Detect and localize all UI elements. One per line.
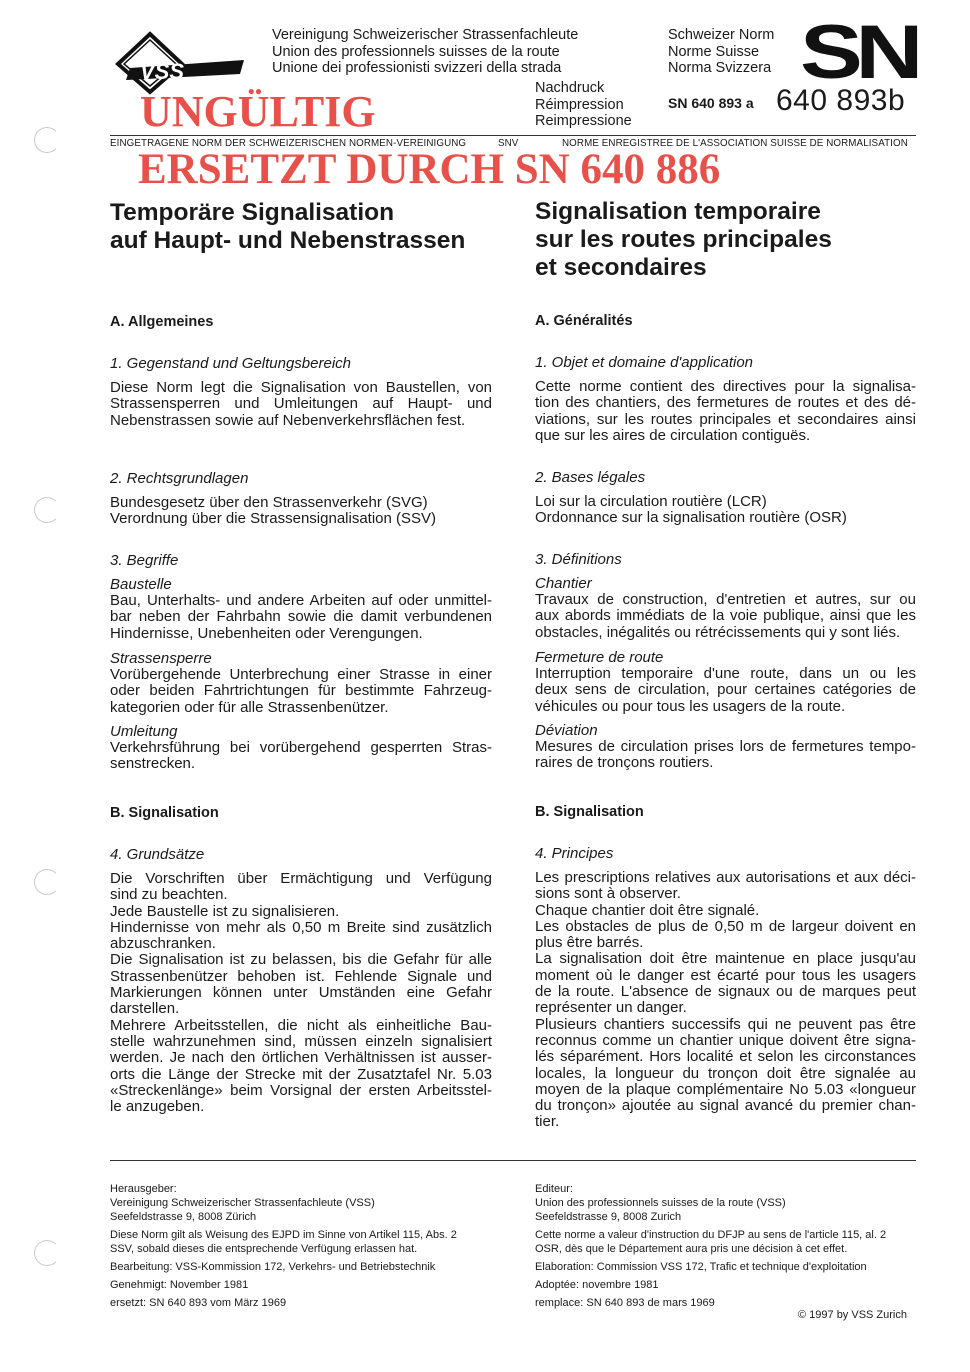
term-construction-site-fr: Chantier	[535, 575, 592, 592]
invalid-stamp: UNGÜLTIG	[140, 87, 376, 136]
paragraph-principles-de: Die Vorschriften über Ermächtigung und Verfügung sind zu beachten. Jede Baustelle ist zu signalisieren. Hindernisse von mehr als 0,50 m Breite sind zusätzlich abzuschranken. Die Signalisation ist zu belassen, bis die Gefahr für alle Strassenbenützer behoben ist. Fehlende Signale und Markierungen können unter Umständen eine Gefahr darstellen. Mehrere Arbeitsstellen, die nicht als einheitliche Bau- stelle wahrzunehmen sind, müssen einzeln signalisiert werden. Je nach den örtlichen Verhältnissen ist ausser- orts die Länge der Strecke mit der Zusatztafel Nr. 5.03 «Streckenlänge» beim Vorsignal der ersten Arbeitsstel- le anzugeben.	[110, 870, 492, 1116]
registered-norm-fr: NORME ENREGISTREE DE L'ASSOCIATION SUISSE DE NORMALISATION	[562, 138, 908, 149]
footer-publisher-fr: Editeur: Union des professionnels suisses de la route (VSS) Seefeldstrasse 9, 8008 Zurich	[535, 1183, 786, 1223]
svg-text:SN: SN	[800, 22, 918, 84]
section-a-heading-de: A. Allgemeines	[110, 314, 214, 330]
subsection-3-heading-fr: 3. Définitions	[535, 551, 622, 568]
section-b-heading-de: B. Signalisation	[110, 805, 219, 821]
term-road-closure-fr: Fermeture de route	[535, 649, 664, 666]
definition-road-closure-fr: Interruption temporaire d'une route, dans un ou les deux sens de circulation, pour certaines catégories de véhicules ou pour tous les usagers de la route.	[535, 665, 916, 715]
definition-detour-fr: Mesures de circulation prises lors de fermetures tempo- raires de tronçons routiers.	[535, 738, 916, 772]
footer-approved-fr: Adoptée: novembre 1981	[535, 1278, 659, 1291]
punch-hole-mark	[34, 497, 60, 523]
subsection-4-heading-de: 4. Grundsätze	[110, 846, 205, 863]
registered-norm-snv: SNV	[498, 138, 519, 149]
footer-prepared-de: Bearbeitung: VSS-Kommission 172, Verkehrs- und Betriebstechnik	[110, 1260, 436, 1273]
footer-publisher-de: Herausgeber: Vereinigung Schweizerischer Strassenfachleute (VSS) Seefeldstrasse 9, 8008 Zürich	[110, 1183, 375, 1223]
footer-approved-de: Genehmigt: November 1981	[110, 1278, 249, 1291]
svg-text:VSS: VSS	[140, 59, 185, 84]
footer-fr	[535, 1183, 925, 1310]
sn-number-large: 640 893b	[776, 84, 906, 117]
footer-replaces-de: ersetzt: SN 640 893 vom März 1969	[110, 1296, 287, 1309]
subsection-4-heading-fr: 4. Principes	[535, 845, 614, 862]
paragraph-principles-fr: Les prescriptions relatives aux autorisations et aux déci- sions sont à observer. Chaque chantier doit être signalé. Les obstacles de plus de 0,50 m de largeur doivent en plus être barrés. La signalisation doit être maintenue en place jusqu'au moment où le danger est écarté pour tous les usagers de la route. L'absence de signaux ou de marques peut représenter un danger. Plusieurs chantiers successifs qui ne peuvent pas être reconnus comme un chantier unique doivent être signa- lés séparément. Hors localité et selon les circonstances locales, la longueur du tronçon doit être signalée au moyen de la plaque complémentaire No 5.03 «longueur du tronçon» ajoutée au signal avancé du premier chan- tier.	[535, 869, 916, 1131]
subsection-1-heading-fr: 1. Objet et domaine d'application	[535, 354, 754, 371]
title-de: Temporäre Signalisation auf Haupt- und Nebenstrassen	[110, 199, 466, 254]
footer-de	[110, 1183, 500, 1310]
subsection-2-heading-de: 2. Rechtsgrundlagen	[110, 470, 249, 487]
term-detour-de: Umleitung	[110, 723, 178, 740]
sn-number-small: SN 640 893 a	[668, 95, 754, 111]
punch-hole-mark	[34, 869, 60, 895]
punch-hole-mark	[34, 127, 60, 153]
definition-detour-de: Verkehrsführung bei vorübergehend gesperrten Stras- senstrecken.	[110, 739, 492, 773]
paragraph-legal-de: Bundesgesetz über den Strassenverkehr (SVG) Verordnung über die Strassensignalisation (SSV)	[110, 494, 437, 528]
section-b-heading-fr: B. Signalisation	[535, 804, 644, 820]
footer-directive-fr: Cette norme a valeur d'instruction du DFJP au sens de l'article 115, al. 2 OSR, dès que le Département aura pris une décision à cet effet.	[535, 1229, 887, 1256]
definition-construction-site-fr: Travaux de construction, d'entretien et autres, sur ou aux abords immédiats de la voie publique, ainsi que les obstacles, inégalités ou rétrécissements qui y sont liés.	[535, 591, 916, 641]
definition-road-closure-de: Vorübergehende Unterbrechung einer Strasse in einer oder beiden Fahrtrichtungen für bestimmte Fahrzeug- kategorien oder für alle Strassenbenützer.	[110, 666, 492, 716]
section-a-heading-fr: A. Généralités	[535, 313, 633, 329]
organization-names: Vereinigung Schweizerischer Strassenfachleute Union des professionnels suisses de la route Unione dei professionisti svizzeri della strada	[272, 27, 579, 76]
replaced-stamp: ERSETZT DURCH SN 640 886	[138, 146, 721, 193]
footer-replaces-fr: remplace: SN 640 893 de mars 1969	[535, 1296, 715, 1309]
definition-construction-site-de: Bau, Unterhalts- und andere Arbeiten auf oder unmittel- bar neben der Fahrbahn sowie die damit verbundenen Hindernisse, Unebenheiten oder Verengungen.	[110, 592, 492, 642]
reprint-label: Nachdruck Réimpression Reimpressione	[535, 80, 632, 129]
subsection-1-heading-de: 1. Gegenstand und Geltungsbereich	[110, 355, 352, 372]
copyright: © 1997 by VSS Zurich	[798, 1309, 907, 1321]
subsection-2-heading-fr: 2. Bases légales	[535, 469, 646, 486]
paragraph-legal-fr: Loi sur la circulation routière (LCR) Ordonnance sur la signalisation routière (OSR)	[535, 493, 847, 527]
subsection-3-heading-de: 3. Begriffe	[110, 552, 179, 569]
term-detour-fr: Déviation	[535, 722, 598, 739]
norm-type-label: Schweizer Norm Norme Suisse Norma Svizzera	[668, 27, 775, 76]
title-fr: Signalisation temporaire sur les routes principales et secondaires	[535, 198, 832, 281]
punch-hole-mark	[34, 1240, 60, 1266]
paragraph-scope-de: Diese Norm legt die Signalisation von Baustellen, von Strassensperren und Umleitungen auf Haupt- und Nebenstrassen sowie auf Nebenverkehrsflächen fest.	[110, 379, 492, 429]
header-rule	[110, 135, 916, 136]
registered-norm-de: EINGETRAGENE NORM DER SCHWEIZERISCHEN NORMEN-VEREINIGUNG	[110, 138, 467, 149]
footer-prepared-fr: Elaboration: Commission VSS 172, Trafic et technique d'exploitation	[535, 1260, 867, 1273]
sn-logo	[800, 22, 918, 89]
footer-directive-de: Diese Norm gilt als Weisung des EJPD im Sinne von Artikel 115, Abs. 2 SSV, sobald dieses die entsprechende Verfügung erlassen hat.	[110, 1229, 457, 1256]
footer-rule	[110, 1160, 916, 1161]
term-construction-site-de: Baustelle	[110, 576, 172, 593]
paragraph-scope-fr: Cette norme contient des directives pour la signalisa- tion des chantiers, des fermetures de routes et des dé- viations, sur les routes principales et secondaires ainsi que sur les aires de circulation contiguës.	[535, 378, 916, 444]
term-road-closure-de: Strassensperre	[110, 650, 212, 667]
